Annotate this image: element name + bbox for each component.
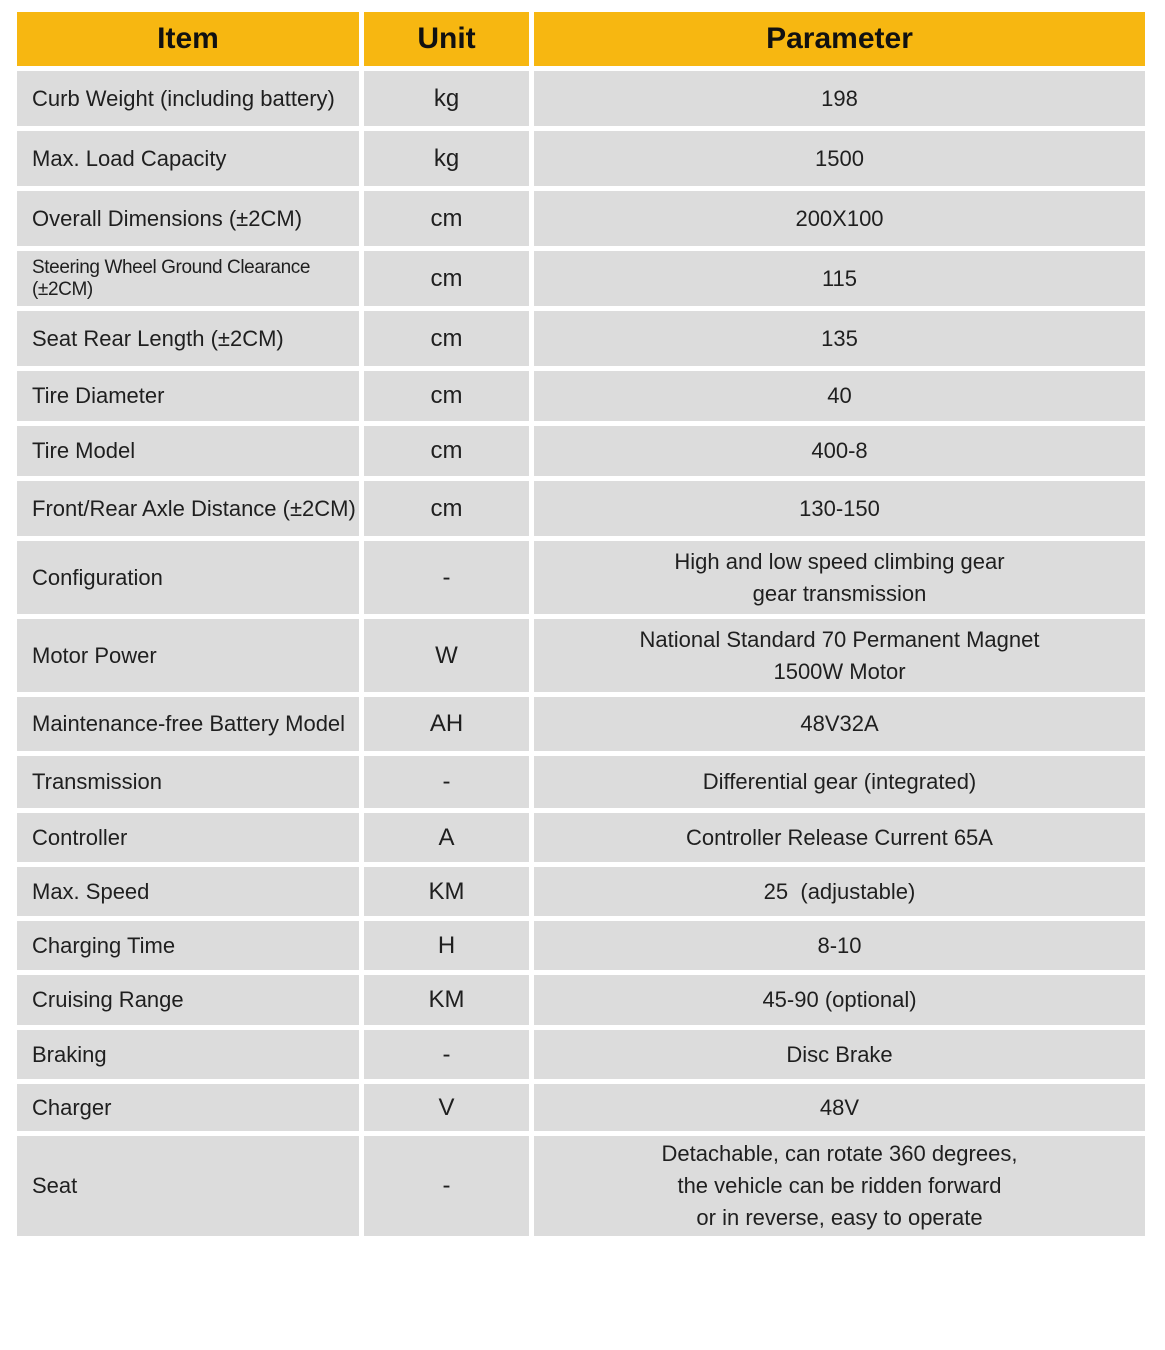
parameter-line: 200X100 [795,205,884,231]
parameter-line: 115 [821,265,858,291]
parameter-cell [534,1030,1145,1084]
item-cell: Controller [17,813,364,867]
parameter-line: 48V32A [800,711,879,736]
parameter-cell [534,426,1145,481]
item-cell: Motor Power [17,619,364,697]
item-cell: Charging Time [17,921,364,975]
item-cell: Seat Rear Length (±2CM) [17,311,364,371]
item-cell: Tire Diameter [17,371,364,426]
parameter-cell [534,619,1145,697]
table-row [17,251,1145,311]
unit-cell: - [364,541,534,619]
table-row [17,481,1145,541]
unit-cell: - [364,1030,534,1084]
parameter-line: 1500W Motor [773,658,906,684]
unit-cell: kg [364,131,534,191]
table-row [17,371,1145,426]
parameter-line: National Standard 70 Permanent Magnet [639,626,1040,652]
item-cell: Maintenance-free Battery Model [17,697,364,756]
parameter-line: 45-90 (optional) [762,987,917,1012]
table-row [17,131,1145,191]
unit-cell: A [364,813,534,867]
parameter-cell [534,975,1145,1030]
table-row [17,1084,1145,1136]
item-cell: Configuration [17,541,364,619]
parameter-cell [534,371,1145,426]
parameter-line: 400-8 [811,438,868,463]
item-cell: Braking [17,1030,364,1084]
parameter-line: 48V [819,1094,860,1120]
parameter-cell [534,131,1145,191]
unit-cell: AH [364,697,534,756]
item-cell: Seat [17,1136,364,1241]
table-row [17,697,1145,756]
unit-cell: V [364,1084,534,1136]
table-row [17,867,1145,921]
parameter-cell [534,921,1145,975]
table-row [17,311,1145,371]
parameter-line: 25 (adjustable) [763,878,916,904]
parameter-line: 40 [827,383,852,408]
parameter-line: 1500 [815,145,864,171]
parameter-cell [534,813,1145,867]
parameter-line: Controller Release Current 65A [686,824,993,850]
parameter-line: 8-10 [817,932,862,958]
parameter-cell [534,251,1145,311]
header-row [17,12,1145,71]
unit-cell: - [364,1136,534,1241]
parameter-cell [534,481,1145,541]
parameter-cell [534,541,1145,619]
unit-cell: H [364,921,534,975]
item-cell: Front/Rear Axle Distance (±2CM) [17,481,364,541]
unit-cell: cm [364,191,534,251]
spec-table [17,12,1145,1241]
item-cell: Transmission [17,756,364,813]
table-row [17,813,1145,867]
unit-cell: cm [364,426,534,481]
parameter-line: Detachable, can rotate 360 degrees, [661,1141,1018,1166]
parameter-cell [534,697,1145,756]
unit-cell: cm [364,311,534,371]
unit-cell: - [364,756,534,813]
parameter-cell [534,71,1145,131]
table-row [17,975,1145,1030]
table-row [17,71,1145,131]
table-body [17,71,1145,1241]
table-row [17,541,1145,619]
parameter-cell [534,867,1145,921]
parameter-line: Differential gear (integrated) [702,769,977,794]
parameter-line: or in reverse, easy to operate [696,1205,983,1230]
unit-cell: cm [364,251,534,311]
unit-cell: cm [364,481,534,541]
unit-cell: KM [364,975,534,1030]
item-cell: Overall Dimensions (±2CM) [17,191,364,251]
table-row [17,921,1145,975]
parameter-line: 135 [821,325,858,351]
unit-cell: cm [364,371,534,426]
item-cell: Max. Load Capacity [17,131,364,191]
header-parameter: Parameter [534,12,1145,71]
parameter-cell [534,311,1145,371]
header-unit: Unit [364,12,534,71]
header-item: Item [17,12,364,71]
parameter-line: the vehicle can be ridden forward [677,1173,1002,1198]
table-row [17,1136,1145,1241]
parameter-cell [534,756,1145,813]
item-cell: Max. Speed [17,867,364,921]
item-cell: Tire Model [17,426,364,481]
table-row [17,1030,1145,1084]
item-cell: Steering Wheel Ground Clearance (±2CM) [17,251,364,311]
table-row [17,756,1145,813]
parameter-line: Disc Brake [786,1041,893,1067]
unit-cell: W [364,619,534,697]
item-cell: Charger [17,1084,364,1136]
table-row [17,191,1145,251]
parameter-line: 130-150 [799,495,880,521]
parameter-line: 198 [821,85,858,111]
item-cell: Cruising Range [17,975,364,1030]
parameter-line: High and low speed climbing gear [674,548,1005,574]
table-row [17,619,1145,697]
parameter-cell [534,1136,1145,1241]
parameter-cell [534,191,1145,251]
unit-cell: kg [364,71,534,131]
parameter-line: gear transmission [752,580,927,606]
table-row [17,426,1145,481]
unit-cell: KM [364,867,534,921]
parameter-cell [534,1084,1145,1136]
item-cell: Curb Weight (including battery) [17,71,364,131]
